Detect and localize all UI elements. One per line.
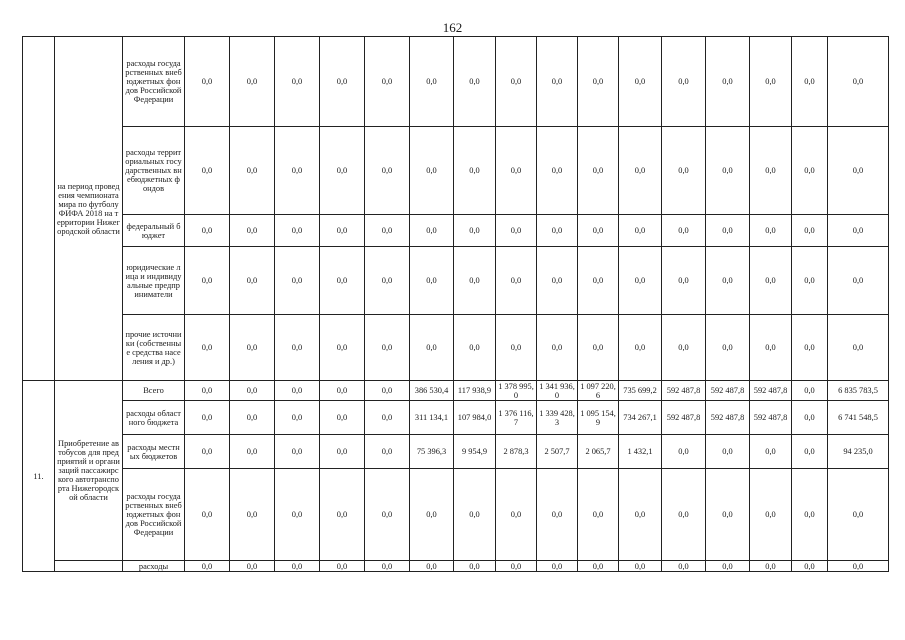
value-cell: 6 741 548,5 [828,401,889,435]
value-cell: 592 487,8 [706,401,750,435]
value-cell: 592 487,8 [706,381,750,401]
value-cell: 0,0 [230,127,275,215]
value-cell: 0,0 [578,127,619,215]
value-cell: 0,0 [410,127,454,215]
value-cell: 735 699,2 [619,381,662,401]
value-cell: 0,0 [828,469,889,561]
item-name-cell: Приобретение автобусов для предприятий и организаций пассажирского автотранспорта Нижегородской области [55,381,123,561]
value-cell: 0,0 [320,127,365,215]
value-cell: 0,0 [230,381,275,401]
value-cell: 592 487,8 [662,401,706,435]
value-cell: 6 835 783,5 [828,381,889,401]
value-cell: 0,0 [275,127,320,215]
value-cell: 0,0 [662,469,706,561]
value-cell: 0,0 [365,561,410,572]
value-cell: 0,0 [230,247,275,315]
value-cell: 0,0 [320,37,365,127]
table-row [23,215,889,247]
value-cell: 0,0 [185,315,230,381]
value-cell: 0,0 [792,247,828,315]
value-cell: 0,0 [230,37,275,127]
source-cell: юридические лица и индивидуальные предприниматели [123,247,185,315]
value-cell: 0,0 [275,435,320,469]
value-cell: 0,0 [619,127,662,215]
value-cell: 2 065,7 [578,435,619,469]
value-cell: 0,0 [454,469,496,561]
value-cell: 0,0 [750,247,792,315]
table-row [23,561,889,572]
value-cell: 0,0 [792,435,828,469]
value-cell: 0,0 [706,561,750,572]
value-cell: 0,0 [275,561,320,572]
value-cell: 0,0 [365,215,410,247]
value-cell: 0,0 [662,435,706,469]
value-cell: 0,0 [185,469,230,561]
value-cell: 0,0 [320,469,365,561]
value-cell: 117 938,9 [454,381,496,401]
item-name-cell: на период проведения чемпионата мира по футболу ФИФА 2018 на территории Нижегородской области [55,37,123,381]
value-cell: 0,0 [185,247,230,315]
value-cell: 0,0 [792,127,828,215]
table-row [23,381,889,401]
value-cell: 0,0 [619,315,662,381]
page-number: 162 [442,20,463,35]
value-cell: 0,0 [619,37,662,127]
value-cell: 0,0 [537,469,578,561]
value-cell: 0,0 [185,435,230,469]
value-cell: 0,0 [230,315,275,381]
value-cell: 0,0 [185,37,230,127]
table-row [23,435,889,469]
value-cell: 0,0 [454,127,496,215]
value-cell: 0,0 [185,215,230,247]
value-cell: 0,0 [706,435,750,469]
value-cell: 0,0 [792,381,828,401]
value-cell: 0,0 [537,247,578,315]
value-cell: 0,0 [275,401,320,435]
source-cell: Всего [123,381,185,401]
value-cell: 0,0 [496,561,537,572]
value-cell: 0,0 [496,37,537,127]
value-cell: 0,0 [230,215,275,247]
value-cell: 1 378 995,0 [496,381,537,401]
value-cell: 0,0 [410,315,454,381]
value-cell: 0,0 [619,469,662,561]
value-cell: 94 235,0 [828,435,889,469]
value-cell: 0,0 [454,37,496,127]
value-cell: 0,0 [578,315,619,381]
value-cell: 75 396,3 [410,435,454,469]
value-cell: 0,0 [320,561,365,572]
value-cell: 0,0 [537,127,578,215]
source-cell: расходы государственных внебюджетных фондов Российской Федерации [123,469,185,561]
value-cell: 592 487,8 [750,381,792,401]
source-cell: расходы территориальных государственных внебюджетных фондов [123,127,185,215]
value-cell: 0,0 [320,215,365,247]
value-cell: 0,0 [750,315,792,381]
value-cell: 0,0 [454,215,496,247]
value-cell: 0,0 [410,561,454,572]
value-cell: 0,0 [792,401,828,435]
source-cell: расходы [123,561,185,572]
value-cell: 0,0 [578,37,619,127]
value-cell: 1 097 220,6 [578,381,619,401]
value-cell: 734 267,1 [619,401,662,435]
value-cell: 0,0 [410,215,454,247]
value-cell: 0,0 [454,315,496,381]
value-cell: 0,0 [275,381,320,401]
value-cell: 0,0 [496,315,537,381]
value-cell: 0,0 [275,469,320,561]
value-cell: 0,0 [185,401,230,435]
value-cell: 0,0 [365,247,410,315]
value-cell: 1 341 936,0 [537,381,578,401]
source-cell: прочие источники (собственные средства населения и др.) [123,315,185,381]
value-cell: 0,0 [750,127,792,215]
value-cell: 0,0 [662,215,706,247]
value-cell: 0,0 [365,381,410,401]
value-cell: 0,0 [619,561,662,572]
value-cell: 0,0 [496,215,537,247]
value-cell: 0,0 [792,561,828,572]
value-cell: 0,0 [365,127,410,215]
value-cell: 0,0 [662,127,706,215]
value-cell: 0,0 [365,469,410,561]
value-cell: 0,0 [496,127,537,215]
value-cell: 0,0 [185,561,230,572]
value-cell: 0,0 [365,401,410,435]
value-cell: 0,0 [706,315,750,381]
value-cell: 0,0 [275,37,320,127]
value-cell: 107 984,0 [454,401,496,435]
value-cell: 592 487,8 [750,401,792,435]
value-cell: 0,0 [320,315,365,381]
table-row [23,37,889,127]
value-cell: 9 954,9 [454,435,496,469]
value-cell: 0,0 [230,469,275,561]
value-cell: 0,0 [662,247,706,315]
value-cell: 0,0 [537,561,578,572]
item-number-cell: 11. [23,381,55,572]
value-cell: 0,0 [578,469,619,561]
value-cell: 0,0 [828,561,889,572]
value-cell: 2 878,3 [496,435,537,469]
value-cell: 0,0 [275,215,320,247]
value-cell: 0,0 [706,469,750,561]
value-cell: 0,0 [792,469,828,561]
value-cell: 1 095 154,9 [578,401,619,435]
value-cell: 0,0 [365,315,410,381]
value-cell: 0,0 [578,247,619,315]
item-number-cell [23,37,55,381]
value-cell: 0,0 [320,401,365,435]
value-cell: 0,0 [662,315,706,381]
value-cell: 0,0 [320,381,365,401]
value-cell: 0,0 [537,315,578,381]
value-cell: 0,0 [750,435,792,469]
value-cell: 0,0 [537,37,578,127]
source-cell: расходы областного бюджета [123,401,185,435]
value-cell: 0,0 [410,247,454,315]
value-cell: 0,0 [365,435,410,469]
value-cell: 0,0 [320,435,365,469]
value-cell: 0,0 [275,247,320,315]
value-cell: 0,0 [496,247,537,315]
value-cell: 0,0 [496,469,537,561]
value-cell: 0,0 [828,315,889,381]
value-cell: 0,0 [662,37,706,127]
value-cell: 0,0 [750,37,792,127]
value-cell: 0,0 [320,247,365,315]
value-cell: 0,0 [410,37,454,127]
value-cell: 0,0 [828,247,889,315]
table-row [23,247,889,315]
budget-table [22,36,889,572]
source-cell: расходы местных бюджетов [123,435,185,469]
table-row [23,401,889,435]
value-cell: 0,0 [537,215,578,247]
value-cell: 0,0 [619,247,662,315]
value-cell: 0,0 [578,561,619,572]
value-cell: 0,0 [230,435,275,469]
value-cell: 0,0 [230,561,275,572]
value-cell: 0,0 [750,469,792,561]
value-cell: 0,0 [662,561,706,572]
value-cell: 0,0 [706,247,750,315]
table-row [23,469,889,561]
value-cell: 0,0 [750,215,792,247]
value-cell: 0,0 [828,37,889,127]
value-cell: 0,0 [706,37,750,127]
value-cell: 0,0 [185,381,230,401]
table-row [23,127,889,215]
value-cell: 1 432,1 [619,435,662,469]
value-cell: 0,0 [578,215,619,247]
value-cell: 1 339 428,3 [537,401,578,435]
value-cell: 0,0 [230,401,275,435]
value-cell: 0,0 [275,315,320,381]
value-cell: 0,0 [185,127,230,215]
value-cell: 311 134,1 [410,401,454,435]
value-cell: 0,0 [619,215,662,247]
value-cell: 1 376 116,7 [496,401,537,435]
value-cell: 2 507,7 [537,435,578,469]
value-cell: 0,0 [454,561,496,572]
value-cell: 0,0 [454,247,496,315]
value-cell: 0,0 [750,561,792,572]
value-cell: 0,0 [792,215,828,247]
value-cell: 0,0 [792,315,828,381]
table-row [23,315,889,381]
value-cell: 592 487,8 [662,381,706,401]
source-cell: федеральный бюджет [123,215,185,247]
value-cell: 0,0 [792,37,828,127]
value-cell: 386 530,4 [410,381,454,401]
value-cell: 0,0 [828,215,889,247]
item-name-cell-empty [55,561,123,572]
source-cell: расходы государственных внебюджетных фондов Российской Федерации [123,37,185,127]
value-cell: 0,0 [828,127,889,215]
value-cell: 0,0 [365,37,410,127]
value-cell: 0,0 [410,469,454,561]
value-cell: 0,0 [706,127,750,215]
value-cell: 0,0 [706,215,750,247]
